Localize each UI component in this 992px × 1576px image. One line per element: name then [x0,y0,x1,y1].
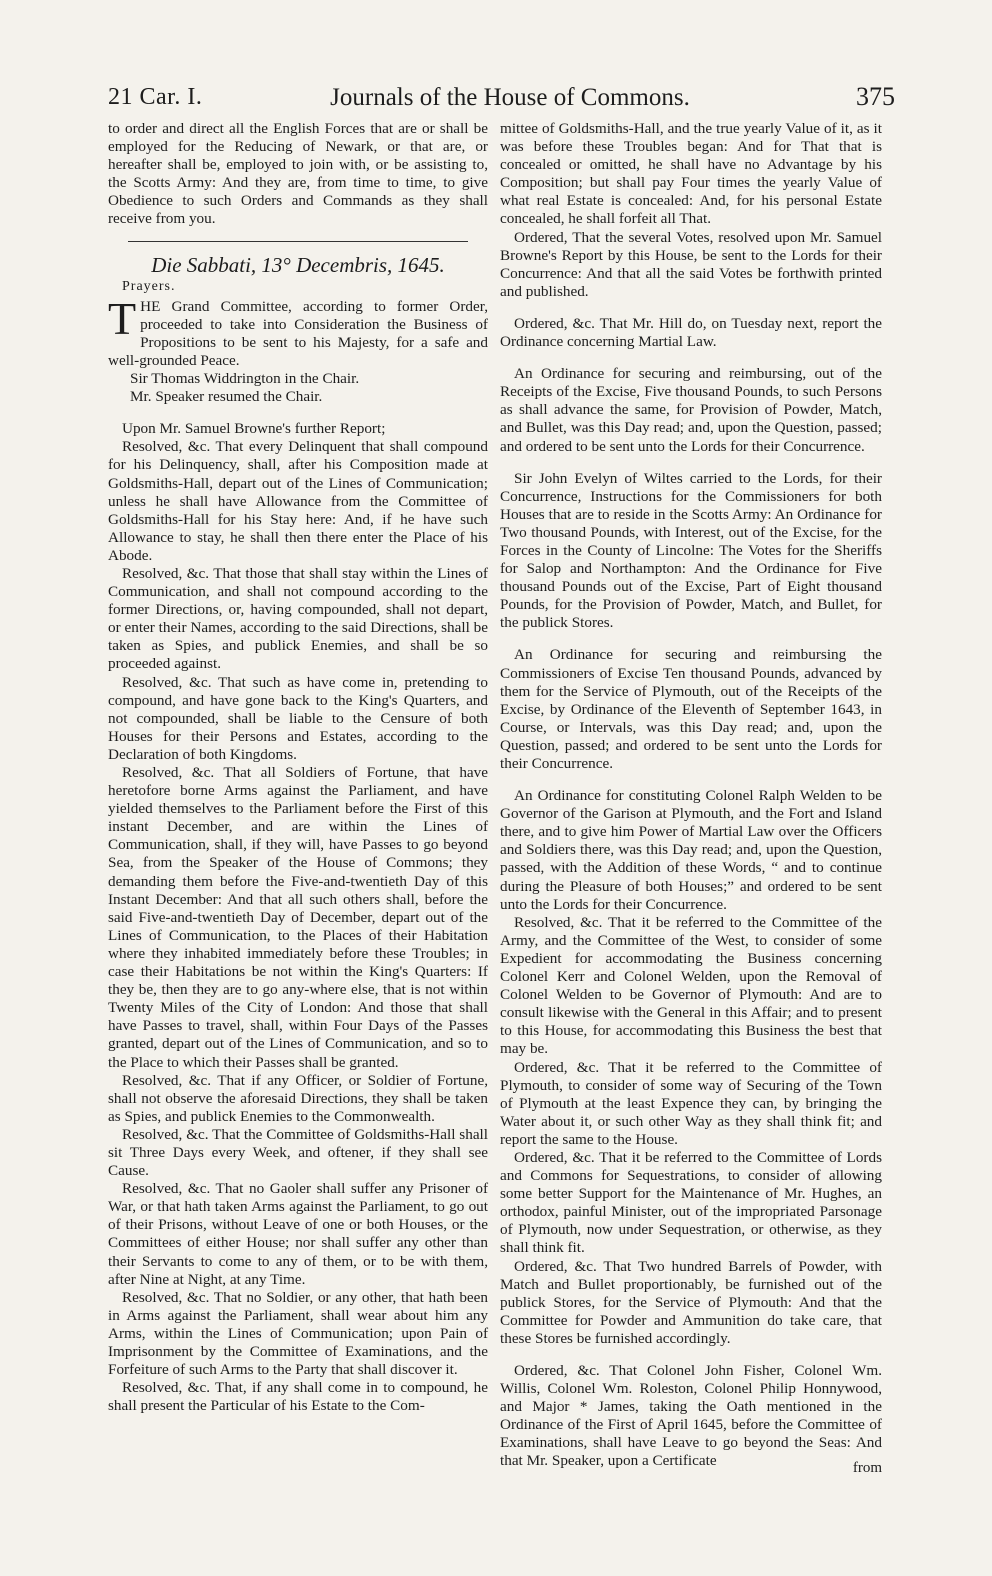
resolution: Resolved, &c. That all Soldiers of Fortune, that have heretofore borne Arms against the Parliament, and have yielded themselves to the Parliament before the First of this instant December, and are within the Lines of Communication, shall, if they will, have Passes to go beyond Sea, from the Speaker of the House of Commons; they demanding them before the Five-and-twentieth Day of this Instant December: And that all such others shall, before the said Five-and-twentieth Day of December, depart out of the Lines of Communication, to the Places of their Habitation where they inhabited immediately before these Troubles; in case their Habitations be not within the King's Quarters: If they be, then they are to go any-where else, that is not within Twenty Miles of the City of London: And those that shall have Passes to travel, shall, within Four Days of the Passes granted, depart out of the Lines of Communication, and so to the Place to which their Passes shall be granted. [108,764,488,1071]
ordinance: An Ordinance for constituting Colonel Ralph Welden to be Governor of the Garison at Plymouth, and the Fort and Island there, and to give him Power of Martial Law over the Officers and Soldiers there, was this Day read; and, upon the Question, passed, with the Addition of these Words, “ and to continue during the Pleasure of both Houses;” and ordered to be sent unto the Lords for their Concurrence. [500,787,882,913]
resolution: Resolved, &c. That no Gaoler shall suffer any Prisoner of War, or that hath taken Arms against the Parliament, to go out of their Prisons, without Leave of one or both Houses, or the Committees of either House; nor shall suffer any other than their Servants to come to any of them, or to be with them, after Nine at Night, at any Time. [108,1180,488,1288]
left-column [108,120,488,1415]
catchword: from [852,1460,882,1476]
resolution: Resolved, &c. That if any Officer, or Soldier of Fortune, shall not observe the aforesaid Directions, they shall be taken as Spies, and publick Enemies to the Commonwealth. [108,1071,488,1125]
resolution: Resolved, &c. That those that shall stay within the Lines of Communication, and shall not compound according to the former Directions, or, having compounded, shall not depart, or enter their Names, according to the said Directions, shall be taken as Spies, and publick Enemies, and shall be so proceeded against. [108,564,488,673]
prayers-heading: Prayers. [122,278,176,294]
ordinance: An Ordinance for securing and reimbursing the Commissioners of Excise Ten thousand Pounds, advanced by them for the Service of Plymouth, out of the Receipts of the Excise, by Ordinance of the Eleventh of September 1643, in Course, or Intervals, was this Day read; and, upon the Question, passed; and ordered to be sent unto the Lords for their Concurrence. [500,646,882,772]
resolution: Resolved, &c. That, if any shall come in to compound, he shall present the Particular of his Estate to the Com- [108,1379,488,1415]
paragraph [108,292,488,370]
paragraph: to order and direct all the English Forces that are or shall be employed for the Reducing of Newark, or that are, or hereafter shall be, employed to join with, or be assisting to, the Scotts Army: And they are, from time to time, to give Obedience to such Orders and Commands as they shall receive from you. [108,120,488,228]
paragraph: Upon Mr. Samuel Browne's further Report; [122,420,386,438]
resolution: Resolved, &c. That it be referred to the Committee of the Army, and the Committee of the West, to consider of some Expedient for accommodating the Business concerning Colonel Kerr and Colonel Welden, upon the Removal of Colonel Welden to be Governor of Plymouth: And are to consult likewise with the General in this Affair; and to present to this House, for accommodating this Business the best that may be. [500,913,882,1058]
regnal-year: 21 Car. I. [108,84,203,110]
right-column [500,120,882,1471]
resolution: Resolved, &c. That every Delinquent that shall compound for his Delinquency, shall, after his Composition made at Goldsmiths-Hall, depart out of the Lines of Communication; unless he shall have Allowance from the Committee of Goldsmiths-Hall for his Stay here: And, if he have such Allowance to stay, he shall then there enter the Place of his Abode. [108,438,488,564]
paragraph: Sir John Evelyn of Wiltes carried to the Lords, for their Concurrence, Instructions for the Commissioners for both Houses that are to reside in the Scotts Army: An Ordinance for Two thousand Pounds, with Interest, out of the Excise, for the Forces in the County of Lincolne: The Votes for the Sheriffs for Salop and Northampton: And the Ordinance for Five thousand Pounds out of the Excise, Part of Eight thousand Pounds, for the Provision of Powder, Match, and Bullet, for the publick Stores. [500,469,882,632]
paragraph: mittee of Goldsmiths-Hall, and the true yearly Value of it, as it was before these Troubles began: And for That that is concealed or omitted, he shall have no Advantage by his Composition; but shall pay Four times the yearly Value of what real Estate is concealed: And, for his personal Estate concealed, he shall forfeit all That. [500,120,882,228]
resolution: Resolved, &c. That the Committee of Goldsmiths-Hall shall sit Three Days every Week, and oftener, if they shall see Cause. [108,1125,488,1180]
order: Ordered, That the several Votes, resolved upon Mr. Samuel Browne's Report by this House, be sent to the Lords for their Concurrence: And that all the said Votes be forthwith printed and published. [500,228,882,300]
divider [128,241,468,242]
page-number: 375 [856,82,895,111]
order: Ordered, &c. That Mr. Hill do, on Tuesday next, report the Ordinance concerning Martial Law. [500,314,882,351]
chair-note: Sir Thomas Widdrington in the Chair. [130,370,360,388]
ordinance: An Ordinance for securing and reimbursing, out of the Receipts of the Excise, Five thousand Pounds, to such Persons as shall advance the same, for Provision of Powder, Match, and Bullet, was this Day read; and, upon the Question, passed; and ordered to be sent unto the Lords for their Concurrence. [500,365,882,455]
paragraph-text: HE Grand Committee, according to former Order, proceeded to take into Consideration the Business of Propositions to be sent to his Majesty, for a safe and well-grounded Peace. [108,297,488,369]
resolution: Resolved, &c. That such as have come in, pretending to compound, and have gone back to the King's Quarters, and not compounded, shall be liable to the Censure of both Houses for their Persons and Estates, according to the Declaration of both Kingdoms. [108,673,488,763]
drop-cap: T [108,292,137,344]
order: Ordered, &c. That it be referred to the Committee of Plymouth, to consider of some way of Securing of the Town of Plymouth at the least Expence they can, by bringing the Water about it, or such other Way as they shall think fit; and report the same to the House. [500,1058,882,1148]
running-title: Journals of the House of Commons. [330,84,690,111]
order: Ordered, &c. That it be referred to the Committee of Lords and Commons for Sequestrations, to consider of allowing some better Support for the Maintenance of Mr. Hughes, an orthodox, painful Minister, out of the impropriated Parsonage of Plymouth, now under Sequestration, or otherwise, as they shall think fit. [500,1148,882,1257]
sitting-date: Die Sabbati, 13° Decembris, 1645. [151,252,445,277]
resolution: Resolved, &c. That no Soldier, or any other, that hath been in Arms against the Parliament, shall wear about him any Arms, within the Lines of Communication; upon Pain of Imprisonment by the Committee of Examinations, and the Forfeiture of such Arms to the Party that shall discover it. [108,1288,488,1379]
order: Ordered, &c. That Colonel John Fisher, Colonel Wm. Willis, Colonel Wm. Roleston, Colonel Philip Honnywood, and Major * James, taking the Oath mentioned in the Ordinance of the First of April 1645, before the Committee of Examinations, shall have Leave to go beyond the Seas: And that Mr. Speaker, upon a Certificate [500,1362,882,1470]
chair-note: Mr. Speaker resumed the Chair. [130,388,323,406]
order: Ordered, &c. That Two hundred Barrels of Powder, with Match and Bullet proportionably, be furnished out of the publick Stores, for the Service of Plymouth: And that the Committee for Powder and Ammunition do take care, that these Stores be furnished accordingly. [500,1257,882,1347]
